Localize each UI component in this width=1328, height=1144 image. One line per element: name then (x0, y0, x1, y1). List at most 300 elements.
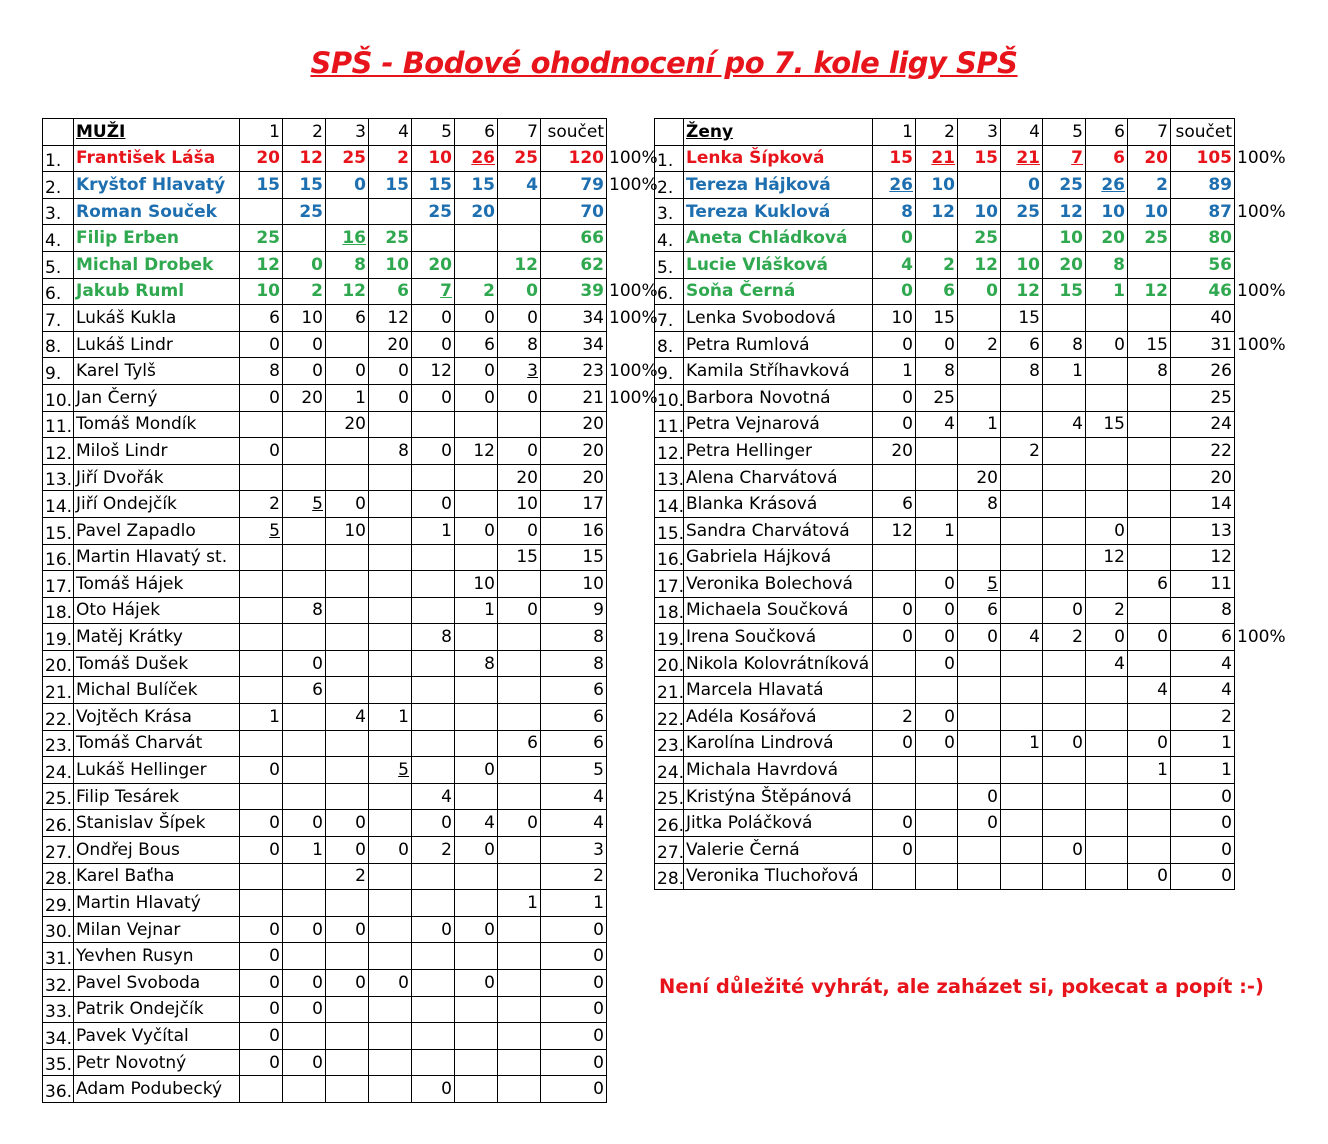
round-score-cell (498, 704, 541, 731)
round-score-cell (240, 783, 283, 810)
player-name: Stanislav Šípek (74, 810, 240, 837)
round-score-cell (412, 943, 455, 970)
round-score-cell: 8 (283, 597, 326, 624)
men-player-row (43, 544, 649, 571)
round-score-cell: 0 (326, 358, 369, 385)
total-cell: 80 (1171, 225, 1235, 252)
round-score-cell (283, 943, 326, 970)
player-name: Michala Havrdová (684, 757, 873, 784)
round-score-cell (455, 1023, 498, 1050)
round-score-cell (283, 783, 326, 810)
rank-cell: 19. (43, 624, 74, 651)
attendance-percent (1235, 544, 1279, 571)
round-score-cell (1128, 517, 1171, 544)
attendance-percent (607, 783, 649, 810)
round-score-cell: 25 (240, 225, 283, 252)
round-score-cell: 0 (240, 970, 283, 997)
round-score-cell (1043, 384, 1086, 411)
round-score-cell (916, 225, 958, 252)
attendance-percent (607, 677, 649, 704)
round-score-cell: 15 (1086, 411, 1128, 438)
round-score-cell (916, 837, 958, 864)
round-score-cell: 15 (283, 172, 326, 199)
round-score-cell: 12 (873, 517, 916, 544)
men-header-label: MUŽI (74, 119, 240, 146)
round-score-cell (1001, 783, 1043, 810)
round-score-cell: 15 (369, 172, 412, 199)
attendance-percent (607, 970, 649, 997)
men-player-row (43, 597, 649, 624)
total-cell: 22 (1171, 438, 1235, 465)
round-score-cell: 0 (455, 970, 498, 997)
round-score-cell: 4 (1043, 411, 1086, 438)
round-score-cell: 0 (1086, 331, 1128, 358)
rank-cell: 6. (43, 278, 74, 305)
round-score-cell: 0 (1001, 172, 1043, 199)
attendance-percent (1235, 464, 1279, 491)
round-score-cell: 8 (240, 358, 283, 385)
round-score-cell: 12 (1128, 278, 1171, 305)
round-score-cell (958, 704, 1001, 731)
rank-cell: 33. (43, 996, 74, 1023)
attendance-percent (607, 198, 649, 225)
round-score-cell (498, 863, 541, 890)
round-score-cell (412, 225, 455, 252)
attendance-percent (1235, 650, 1279, 677)
round-score-cell: 2 (1043, 624, 1086, 651)
total-cell: 0 (541, 970, 607, 997)
player-name: Ondřej Bous (74, 837, 240, 864)
player-name: Lucie Vlášková (684, 251, 873, 278)
round-score-cell (1043, 438, 1086, 465)
attendance-percent (1235, 571, 1279, 598)
round-score-cell (455, 677, 498, 704)
round-score-cell (958, 757, 1001, 784)
attendance-percent: 100% (1237, 201, 1286, 222)
women-player-row (655, 278, 1279, 305)
attendance-percent (607, 704, 649, 731)
round-score-cell: 0 (916, 331, 958, 358)
round-score-cell (283, 464, 326, 491)
attendance-percent: 100% (1237, 627, 1286, 648)
women-player-row (655, 837, 1279, 864)
round-score-cell: 0 (873, 624, 916, 651)
round-score-cell: 1 (1128, 757, 1171, 784)
round-score-cell: 0 (1086, 517, 1128, 544)
round-score-cell (455, 943, 498, 970)
round-score-cell: 8 (1001, 358, 1043, 385)
total-cell: 0 (541, 1023, 607, 1050)
round-score-cell (369, 1023, 412, 1050)
round-score-cell: 0 (1043, 837, 1086, 864)
men-player-row (43, 704, 649, 731)
attendance-percent (1235, 305, 1279, 332)
round-score-cell: 4 (873, 251, 916, 278)
rank-cell: 10. (43, 384, 74, 411)
attendance-percent (1235, 358, 1279, 385)
rank-cell: 20. (43, 650, 74, 677)
attendance-percent (607, 1076, 649, 1103)
round-score-cell (1086, 305, 1128, 332)
total-cell: 2 (1171, 704, 1235, 731)
round-score-cell: 0 (498, 517, 541, 544)
round-score-cell: 1 (916, 517, 958, 544)
men-player-row (43, 1049, 649, 1076)
total-cell: 0 (1171, 810, 1235, 837)
round-score-cell (498, 916, 541, 943)
round-score-cell (369, 1076, 412, 1103)
round-score-cell: 0 (369, 384, 412, 411)
attendance-percent (1235, 251, 1279, 278)
round-score-cell: 0 (412, 916, 455, 943)
round-score-cell: 0 (240, 331, 283, 358)
player-name: Blanka Krásová (684, 491, 873, 518)
total-cell: 8 (1171, 597, 1235, 624)
rank-cell: 11. (655, 411, 684, 438)
round-score-cell (1128, 704, 1171, 731)
women-player-row (655, 810, 1279, 837)
round-score-cell (369, 730, 412, 757)
round-score-cell: 1 (498, 890, 541, 917)
round-score-cell: 0 (326, 970, 369, 997)
round-score-cell (1043, 544, 1086, 571)
round-score-cell: 25 (283, 198, 326, 225)
attendance-percent (607, 996, 649, 1023)
round-score-cell: 0 (412, 810, 455, 837)
total-cell: 2 (541, 863, 607, 890)
round-score-cell: 0 (455, 305, 498, 332)
round-score-cell: 21 (1001, 145, 1043, 172)
round-score-cell: 10 (283, 305, 326, 332)
round-score-cell (873, 571, 916, 598)
round-score-cell: 25 (326, 145, 369, 172)
round-score-cell (1086, 464, 1128, 491)
round-score-cell (412, 544, 455, 571)
round-score-cell (326, 544, 369, 571)
player-name: Oto Hájek (74, 597, 240, 624)
round-score-cell: 0 (283, 331, 326, 358)
total-cell: 39 (541, 278, 607, 305)
attendance-percent (1235, 704, 1279, 731)
total-cell: 11 (1171, 571, 1235, 598)
attendance-percent (1235, 730, 1279, 757)
round-score-cell: 12 (958, 251, 1001, 278)
men-player-row (43, 863, 649, 890)
round-score-cell (1001, 597, 1043, 624)
round-score-cell (283, 704, 326, 731)
round-score-cell (240, 650, 283, 677)
round-score-cell: 5 (369, 757, 412, 784)
total-cell: 56 (1171, 251, 1235, 278)
rank-cell: 5. (43, 251, 74, 278)
round-score-cell: 0 (412, 305, 455, 332)
round-score-cell (326, 757, 369, 784)
round-score-cell: 8 (498, 331, 541, 358)
round-score-cell: 4 (412, 783, 455, 810)
women-player-row (655, 757, 1279, 784)
attendance-percent: 100% (1237, 334, 1286, 355)
round-score-cell: 21 (916, 145, 958, 172)
round-score-cell (412, 970, 455, 997)
rank-cell: 8. (655, 331, 684, 358)
round-score-cell: 20 (498, 464, 541, 491)
round-score-cell: 15 (455, 172, 498, 199)
player-name: Michaela Součková (684, 597, 873, 624)
player-name: Jiří Dvořák (74, 464, 240, 491)
round-score-cell (240, 198, 283, 225)
round-score-cell (1128, 837, 1171, 864)
player-name: Lukáš Kukla (74, 305, 240, 332)
player-name: Tomáš Mondík (74, 411, 240, 438)
round-score-cell: 20 (1043, 251, 1086, 278)
player-name: Petra Vejnarová (684, 411, 873, 438)
round-score-cell (1086, 358, 1128, 385)
round-score-cell: 0 (455, 837, 498, 864)
round-score-cell: 0 (240, 916, 283, 943)
round-score-cell: 0 (873, 837, 916, 864)
player-name: Patrik Ondejčík (74, 996, 240, 1023)
men-player-row (43, 571, 649, 598)
women-header-row (655, 119, 1279, 146)
rank-cell: 21. (655, 677, 684, 704)
round-score-cell: 12 (916, 198, 958, 225)
attendance-percent (607, 438, 649, 465)
round-score-cell: 15 (1043, 278, 1086, 305)
round-score-cell (455, 1049, 498, 1076)
round-score-cell: 6 (455, 331, 498, 358)
player-name: Karel Baťha (74, 863, 240, 890)
total-cell: 3 (541, 837, 607, 864)
round-score-cell: 10 (326, 517, 369, 544)
total-header: součet (541, 119, 607, 146)
round-score-cell (1086, 757, 1128, 784)
round-score-cell: 8 (369, 438, 412, 465)
round-score-cell: 0 (498, 438, 541, 465)
round-score-cell (455, 996, 498, 1023)
round-score-cell (240, 464, 283, 491)
rank-cell: 8. (43, 331, 74, 358)
total-cell: 4 (1171, 677, 1235, 704)
total-cell: 20 (541, 411, 607, 438)
round-score-cell (369, 890, 412, 917)
rank-cell: 16. (655, 544, 684, 571)
attendance-percent (1235, 757, 1279, 784)
round-score-cell: 7 (412, 278, 455, 305)
rank-cell: 13. (43, 464, 74, 491)
round-score-cell: 0 (240, 757, 283, 784)
round-score-cell (369, 544, 412, 571)
rank-cell: 32. (43, 970, 74, 997)
round-score-cell (326, 331, 369, 358)
round-score-cell (283, 757, 326, 784)
round-score-cell: 0 (283, 996, 326, 1023)
round-score-cell (326, 198, 369, 225)
round-score-cell (498, 1023, 541, 1050)
player-name: Marcela Hlavatá (684, 677, 873, 704)
round-score-cell (455, 890, 498, 917)
round-score-cell (412, 730, 455, 757)
round-score-cell: 6 (326, 305, 369, 332)
total-cell: 13 (1171, 517, 1235, 544)
round-score-cell (873, 783, 916, 810)
rank-cell: 24. (655, 757, 684, 784)
player-name: Adam Podubecký (74, 1076, 240, 1103)
round-score-cell: 0 (873, 331, 916, 358)
women-player-row (655, 650, 1279, 677)
round-score-cell (873, 757, 916, 784)
round-score-cell (369, 411, 412, 438)
round-score-cell: 20 (240, 145, 283, 172)
round-score-cell: 0 (283, 916, 326, 943)
round-score-cell: 10 (1001, 251, 1043, 278)
round-score-cell (455, 863, 498, 890)
round-score-cell (916, 810, 958, 837)
round-score-cell (326, 1076, 369, 1103)
round-score-cell: 12 (326, 278, 369, 305)
round-score-cell: 5 (283, 491, 326, 518)
total-cell: 25 (1171, 384, 1235, 411)
total-cell: 0 (541, 943, 607, 970)
round-score-cell (1001, 544, 1043, 571)
attendance-percent: 100% (609, 361, 658, 382)
round-score-cell (873, 650, 916, 677)
round-score-cell: 1 (958, 411, 1001, 438)
round-score-cell (1001, 650, 1043, 677)
round-score-cell (1043, 783, 1086, 810)
round-score-cell: 0 (1128, 624, 1171, 651)
total-cell: 87 (1171, 198, 1235, 225)
women-player-row (655, 624, 1279, 651)
round-score-cell: 1 (283, 837, 326, 864)
attendance-percent (607, 225, 649, 252)
round-score-cell: 0 (455, 916, 498, 943)
round-score-cell: 8 (1086, 251, 1128, 278)
round-score-cell: 2 (916, 251, 958, 278)
player-name: Milan Vejnar (74, 916, 240, 943)
total-cell: 4 (541, 810, 607, 837)
attendance-percent (607, 331, 649, 358)
total-cell: 10 (541, 571, 607, 598)
round-score-cell (326, 464, 369, 491)
round-score-cell (1086, 863, 1128, 890)
round-score-cell (240, 677, 283, 704)
total-cell: 46 (1171, 278, 1235, 305)
men-player-row (43, 491, 649, 518)
total-cell: 24 (1171, 411, 1235, 438)
rank-cell: 22. (655, 704, 684, 731)
round-header-5: 5 (1043, 119, 1086, 146)
round-score-cell (1001, 757, 1043, 784)
round-score-cell: 0 (283, 251, 326, 278)
round-score-cell: 2 (873, 704, 916, 731)
rank-cell: 12. (655, 438, 684, 465)
attendance-percent (1235, 172, 1279, 199)
round-header-3: 3 (958, 119, 1001, 146)
women-player-row (655, 677, 1279, 704)
round-score-cell (412, 597, 455, 624)
rank-cell: 13. (655, 464, 684, 491)
total-cell: 0 (541, 1049, 607, 1076)
round-score-cell: 4 (455, 810, 498, 837)
total-cell: 6 (1171, 624, 1235, 651)
round-score-cell (1128, 438, 1171, 465)
men-player-row (43, 970, 649, 997)
total-cell: 0 (541, 916, 607, 943)
round-score-cell (369, 597, 412, 624)
round-score-cell: 0 (326, 837, 369, 864)
total-cell: 40 (1171, 305, 1235, 332)
round-score-cell (1043, 571, 1086, 598)
attendance-percent (1235, 597, 1279, 624)
round-score-cell: 15 (958, 145, 1001, 172)
round-score-cell: 0 (455, 517, 498, 544)
player-name: Pavel Svoboda (74, 970, 240, 997)
round-score-cell: 15 (412, 172, 455, 199)
round-score-cell (283, 438, 326, 465)
player-name: Nikola Kolovrátníková (684, 650, 873, 677)
men-player-row (43, 411, 649, 438)
rank-cell: 25. (655, 783, 684, 810)
attendance-percent (607, 597, 649, 624)
round-score-cell: 0 (873, 730, 916, 757)
round-header-4: 4 (1001, 119, 1043, 146)
round-score-cell (958, 358, 1001, 385)
round-score-cell: 2 (1001, 438, 1043, 465)
round-score-cell: 8 (326, 251, 369, 278)
round-score-cell: 0 (1043, 730, 1086, 757)
round-score-cell (455, 1076, 498, 1103)
women-player-row (655, 145, 1279, 172)
round-score-cell: 20 (873, 438, 916, 465)
round-score-cell: 2 (1086, 597, 1128, 624)
round-score-cell (369, 783, 412, 810)
total-cell: 0 (1171, 863, 1235, 890)
round-score-cell (369, 624, 412, 651)
player-name: Lenka Šípková (684, 145, 873, 172)
round-score-cell: 20 (326, 411, 369, 438)
round-score-cell (326, 996, 369, 1023)
round-score-cell (1001, 517, 1043, 544)
women-player-row (655, 517, 1279, 544)
attendance-percent: 100% (609, 281, 658, 302)
round-score-cell: 0 (873, 278, 916, 305)
round-score-cell (1043, 757, 1086, 784)
round-score-cell (916, 863, 958, 890)
header-blank-cell (43, 119, 74, 146)
player-name: František Láša (74, 145, 240, 172)
round-score-cell (369, 198, 412, 225)
round-score-cell (1043, 810, 1086, 837)
round-score-cell (283, 1076, 326, 1103)
rank-cell: 2. (655, 172, 684, 199)
women-player-row (655, 198, 1279, 225)
player-name: Tomáš Hájek (74, 571, 240, 598)
round-score-cell: 4 (326, 704, 369, 731)
round-score-cell (455, 491, 498, 518)
rank-cell: 1. (43, 145, 74, 172)
rank-cell: 28. (43, 863, 74, 890)
rank-cell: 7. (43, 305, 74, 332)
round-score-cell (369, 571, 412, 598)
round-score-cell: 10 (873, 305, 916, 332)
round-score-cell (1043, 650, 1086, 677)
round-score-cell: 0 (369, 358, 412, 385)
total-cell: 16 (541, 517, 607, 544)
round-score-cell (283, 890, 326, 917)
round-score-cell (958, 517, 1001, 544)
round-score-cell (1086, 730, 1128, 757)
round-score-cell (455, 251, 498, 278)
